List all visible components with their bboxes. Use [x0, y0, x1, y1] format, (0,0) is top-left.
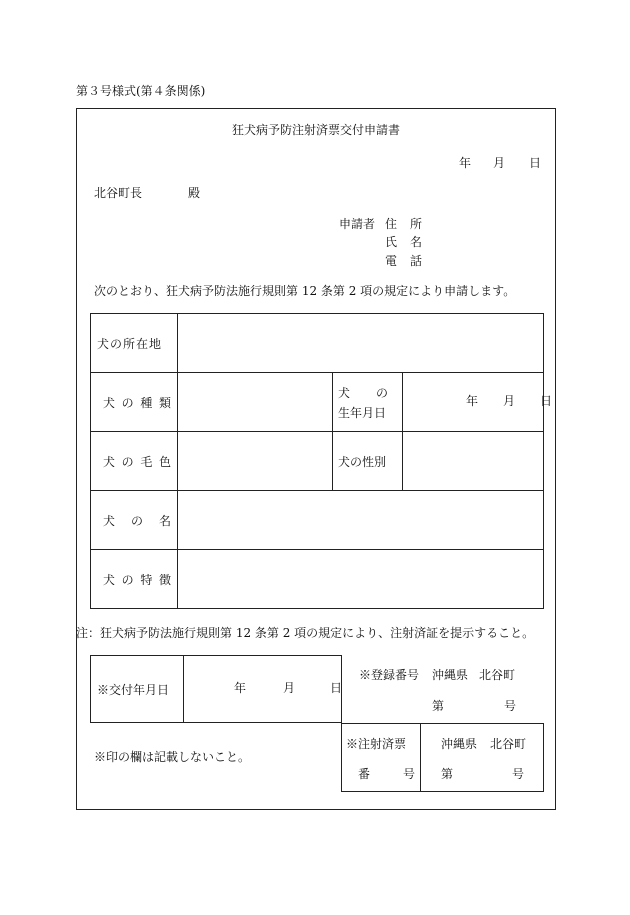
tag-dai: 第	[441, 767, 454, 781]
tag-go: 号	[512, 767, 525, 781]
footnote-text: ※印の欄は記載しないこと。	[94, 750, 251, 764]
date-year: 年	[459, 156, 472, 170]
row-location	[91, 314, 544, 373]
note-text: 注：狂犬病予防法施行規則第 12 条第 2 項の規定により、注射済証を提示すること。	[76, 626, 535, 640]
birth-value: 年 月 日	[403, 373, 544, 432]
dog-info-table	[90, 313, 553, 609]
color-label: 犬 の 毛 色	[91, 432, 178, 491]
registration-town: 北谷町	[479, 668, 516, 682]
row-features	[91, 550, 544, 609]
issue-date-table	[90, 655, 342, 723]
registration-pref: 沖縄県	[432, 668, 469, 682]
applicant-phone-c1: 電	[385, 254, 398, 268]
features-value	[178, 550, 544, 609]
applicant-address-c1: 住	[385, 217, 398, 231]
color-value	[178, 432, 333, 491]
tag-town: 北谷町	[490, 737, 527, 751]
date-month: 月	[493, 156, 506, 170]
applicant-address-c2: 所	[410, 217, 423, 231]
tag-label-line1: ※注射済票	[346, 737, 407, 751]
addressee-name: 北谷町長	[94, 186, 143, 200]
applicant-name-c1: 氏	[385, 235, 398, 249]
features-label: 犬 の 特 徴	[91, 550, 178, 609]
application-statement: 次のとおり、狂犬病予防法施行規則第 12 条第 2 項の規定により申請します。	[94, 284, 516, 298]
location-value	[178, 314, 544, 373]
registration-go: 号	[504, 699, 517, 713]
name-value	[178, 491, 544, 550]
issue-date-label: ※交付年月日	[91, 656, 184, 723]
sex-value	[403, 432, 544, 491]
addressee-honorific: 殿	[188, 186, 201, 200]
sex-label: 犬の性別	[333, 432, 403, 491]
form-title: 狂犬病予防注射済票交付申請書	[232, 123, 401, 137]
issue-date-value: 年 月 日	[184, 656, 342, 723]
tag-pref: 沖縄県	[441, 737, 478, 751]
date-day: 日	[529, 156, 542, 170]
form-number: 第３号様式(第４条関係)	[76, 84, 206, 98]
breed-label: 犬 の 種 類	[91, 373, 178, 432]
tag-number-box	[341, 723, 544, 792]
row-color	[91, 432, 544, 491]
location-label: 犬の所在地	[91, 314, 178, 373]
applicant-name-c2: 名	[410, 235, 423, 249]
row-name	[91, 491, 544, 550]
birth-label: 犬 の 生年月日	[333, 373, 403, 432]
tag-label-line2a: 番	[358, 767, 371, 781]
registration-dai: 第	[432, 699, 445, 713]
tag-label-line2b: 号	[403, 767, 416, 781]
registration-label: ※登録番号	[359, 668, 420, 682]
row-breed	[91, 373, 544, 432]
breed-value	[178, 373, 333, 432]
applicant-label: 申請者	[339, 217, 376, 231]
name-label: 犬 の 名	[91, 491, 178, 550]
applicant-phone-c2: 話	[410, 254, 423, 268]
